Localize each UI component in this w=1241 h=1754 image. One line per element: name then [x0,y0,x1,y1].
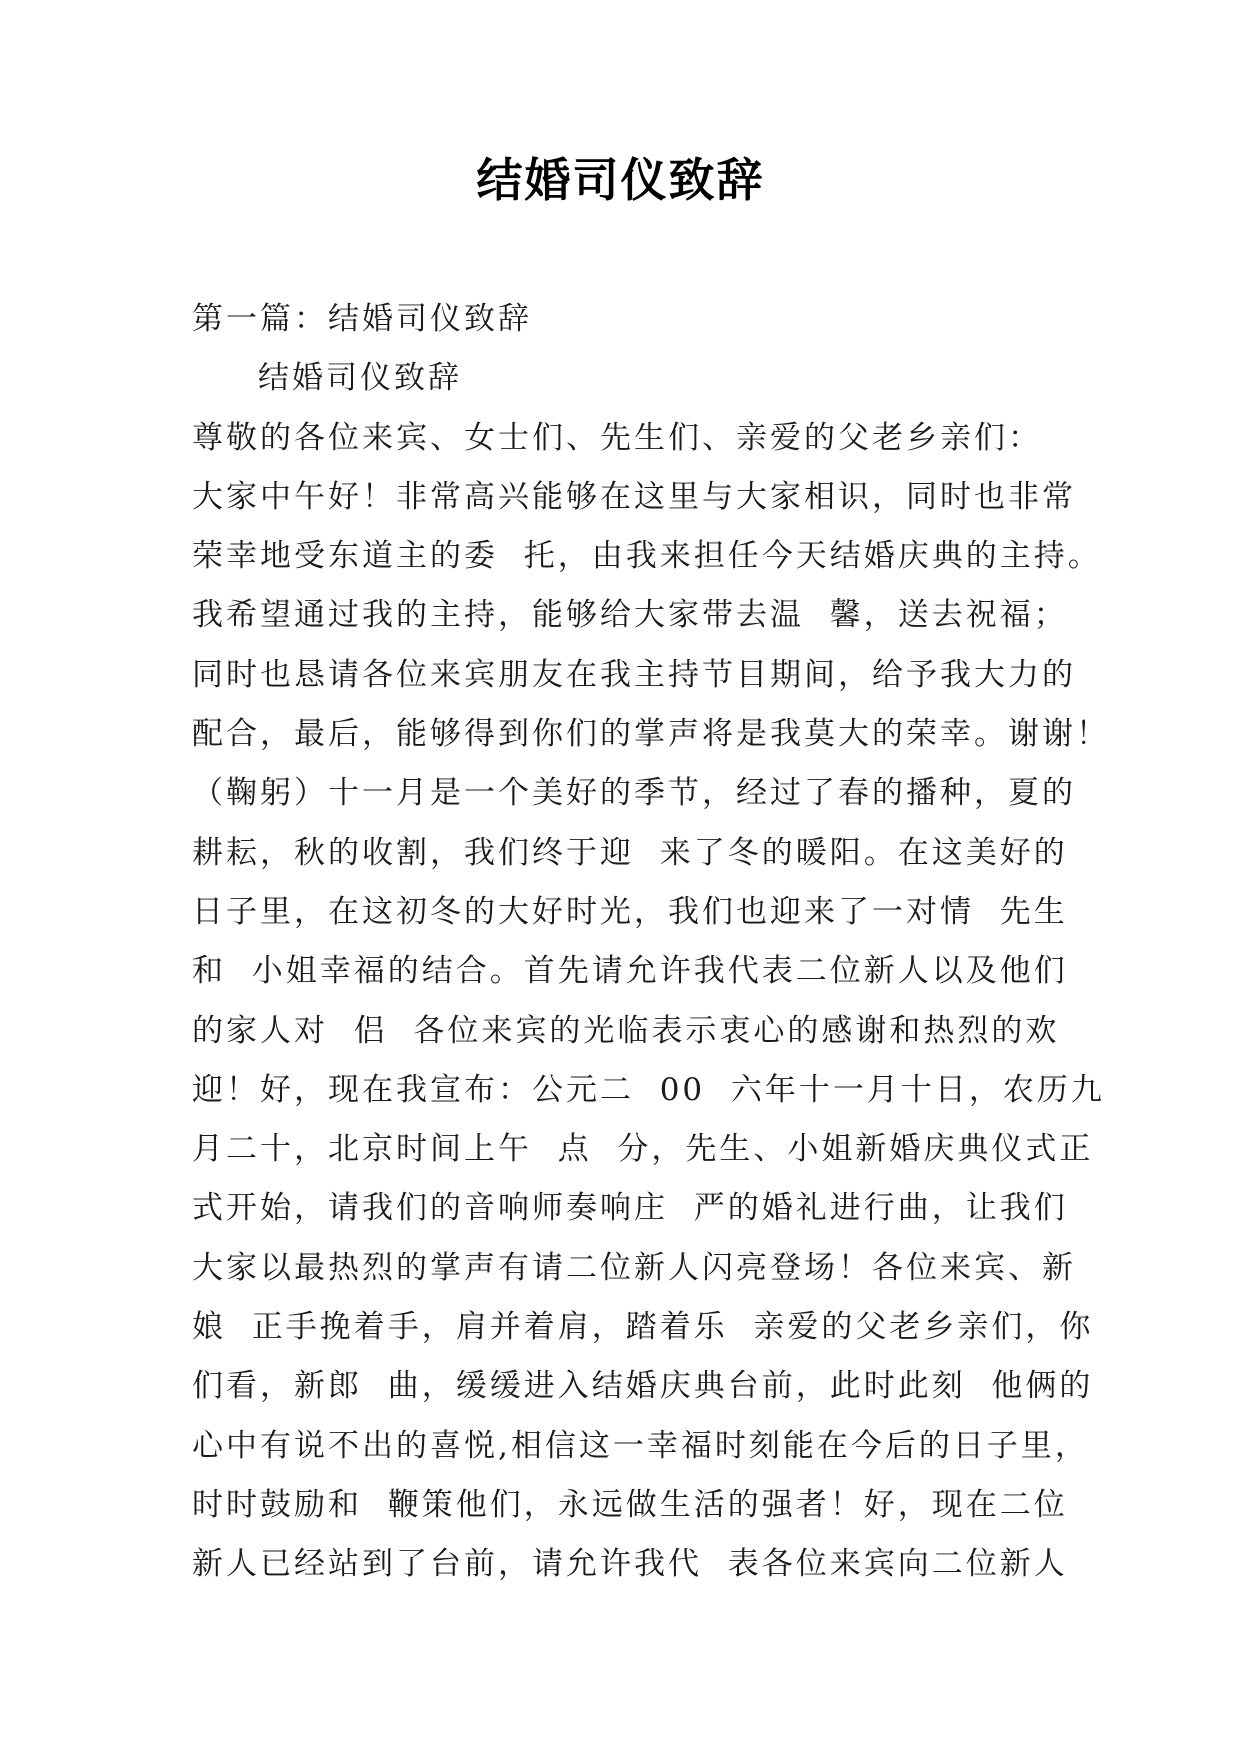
subtitle: 结婚司仪致辞 [258,360,462,397]
text-line: 的家人对 侣 各位来宾的光临表示衷心的感谢和热烈的欢 [192,1012,1060,1049]
text-line: 配合，最后，能够得到你们的掌声将是我莫大的荣幸。谢谢！ [192,716,1110,753]
text-line: 月二十，北京时间上午 点 分，先生、小姐新婚庆典仪式正 [192,1131,1094,1168]
text-line: 日子里，在这初冬的大好时光，我们也迎来了一对情 先生 [192,893,1068,930]
document-title: 结婚司仪致辞 [476,153,765,207]
text-line: 们看，新郎 曲，缓缓进入结婚庆典台前，此时此刻 他俩的 [192,1368,1094,1405]
text-line: 式开始，请我们的音响师奏响庄 严的婚礼进行曲，让我们 [192,1190,1068,1227]
text-line: 心中有说不出的喜悦,相信这一幸福时刻能在今后的日子里， [192,1427,1089,1464]
document-body [192,290,1110,1595]
text-line: 娘 正手挽着手，肩并着肩，踏着乐 亲爱的父老乡亲们，你 [192,1309,1094,1346]
text-line: 尊敬的各位来宾、女士们、先生们、亲爱的父老乡亲们： [192,419,1042,456]
text-line: 大家中午好！非常高兴能够在这里与大家相识，同时也非常 [192,478,1076,515]
text-line: 我希望通过我的主持，能够给大家带去温 馨，送去祝福； [192,597,1068,634]
text-line: 新人已经站到了台前，请允许我代 表各位来宾向二位新人 [192,1546,1068,1583]
text-line: 和 小姐幸福的结合。首先请允许我代表二位新人以及他们 [192,953,1068,990]
text-line: 耕耘，秋的收割，我们终于迎 来了冬的暖阳。在这美好的 [192,834,1068,871]
text-line: 迎！好，现在我宣布：公元二 00 六年十一月十日，农历九 [192,1071,1105,1108]
text-line: 荣幸地受东道主的委 托，由我来担任今天结婚庆典的主持。 [192,538,1102,575]
text-line: 时时鼓励和 鞭策他们，永远做生活的强者！好，现在二位 [192,1486,1068,1523]
text-line: 大家以最热烈的掌声有请二位新人闪亮登场！各位来宾、新 [192,1249,1076,1286]
text-line: 同时也恳请各位来宾朋友在我主持节目期间，给予我大力的 [192,656,1076,693]
text-line: （鞠躬）十一月是一个美好的季节，经过了春的播种，夏的 [192,775,1076,812]
section-heading: 第一篇：结婚司仪致辞 [192,301,532,337]
